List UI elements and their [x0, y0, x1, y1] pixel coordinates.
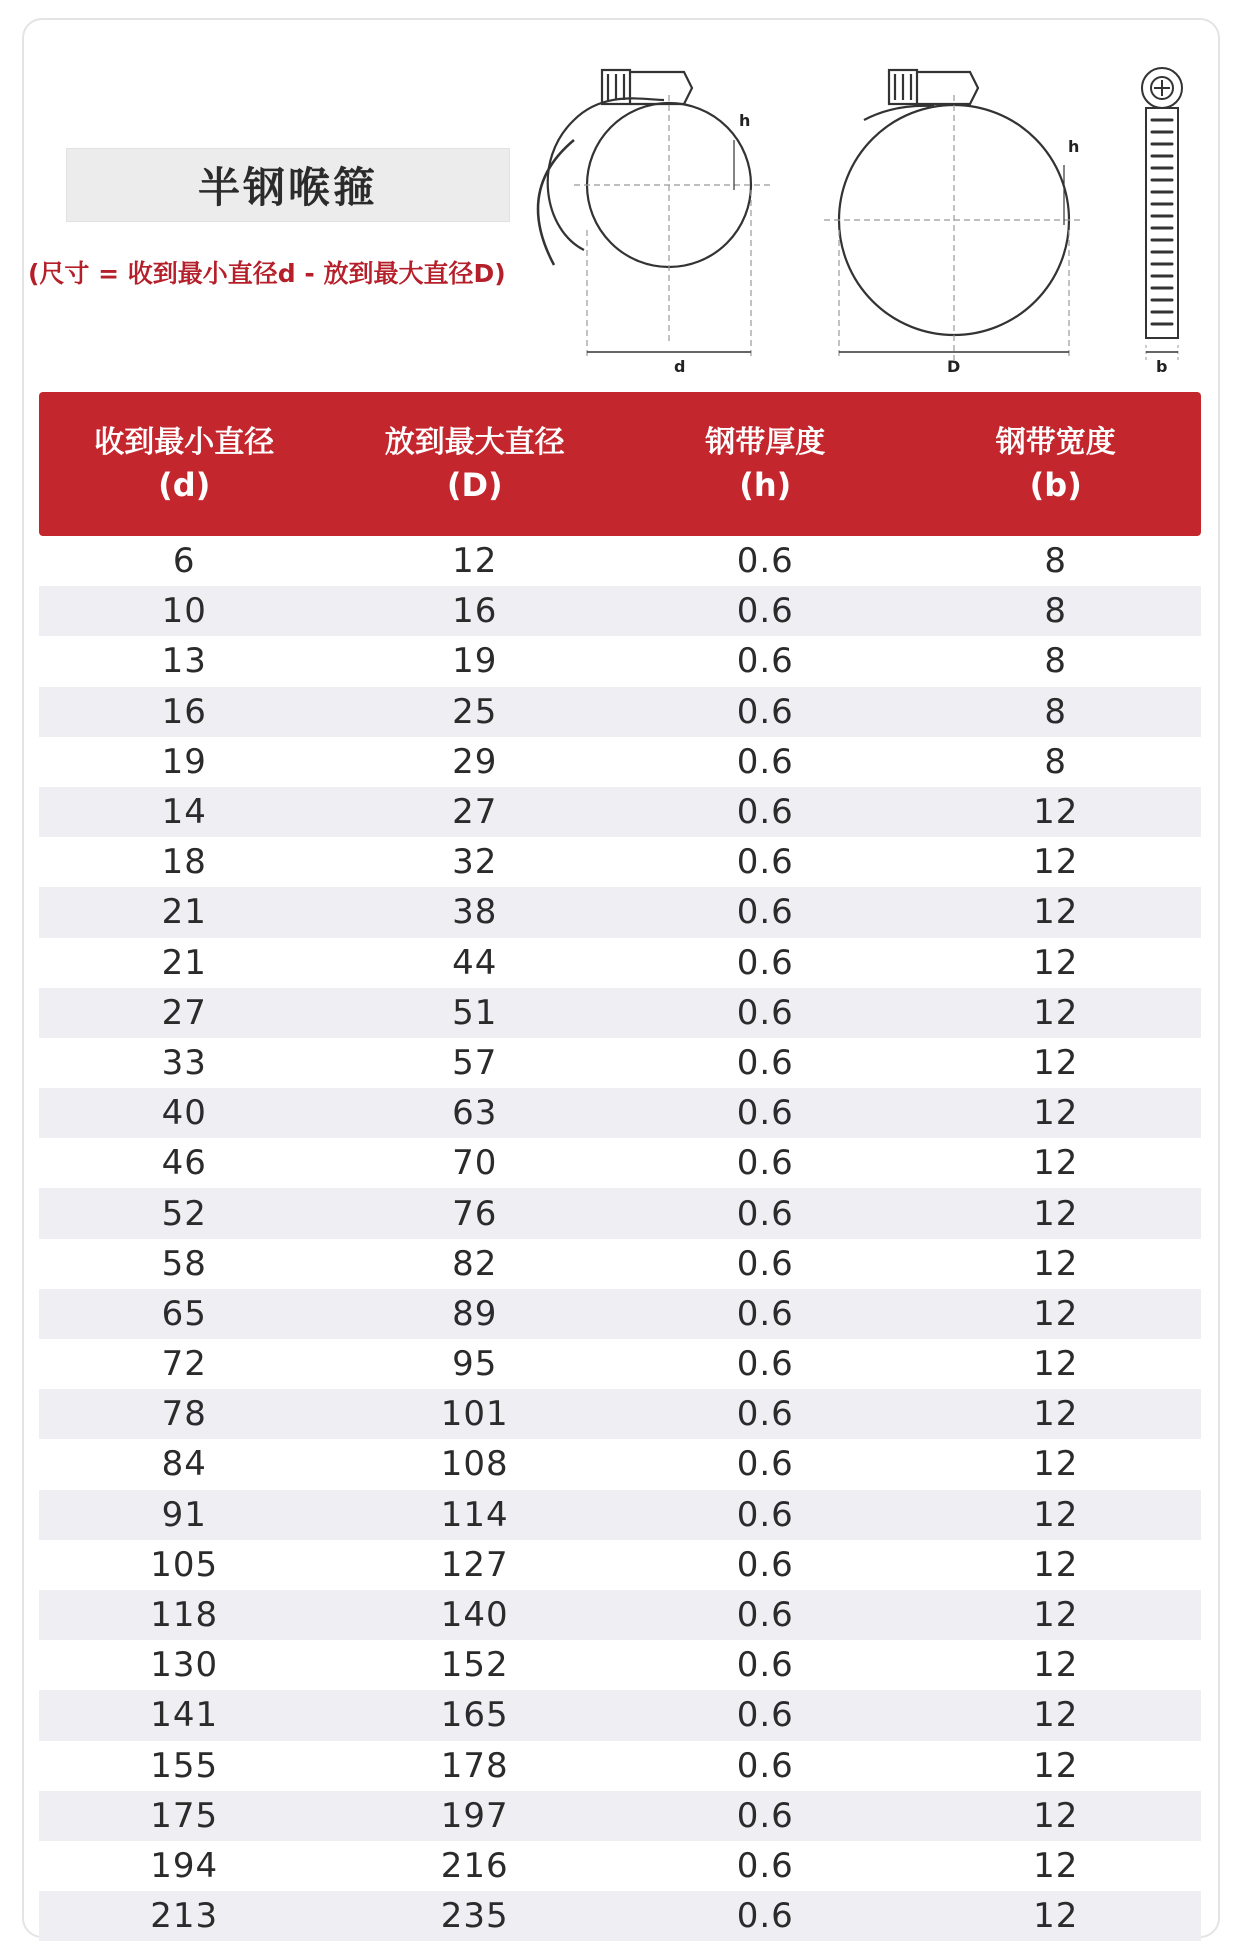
- cell-width: 12: [1033, 842, 1079, 883]
- cell-max-diameter: 32: [452, 842, 498, 883]
- cell-thickness: 0.6: [736, 1595, 794, 1636]
- cell-max-diameter: 140: [440, 1595, 509, 1636]
- table-row: [39, 1791, 1201, 1841]
- table-row: [39, 1088, 1201, 1138]
- cell-width: 12: [1033, 792, 1079, 833]
- hose-clamp-diagram: [534, 40, 1204, 380]
- table-row: [39, 1339, 1201, 1389]
- cell-min-diameter: 130: [150, 1645, 219, 1686]
- cell-max-diameter: 76: [452, 1193, 498, 1234]
- cell-width: 12: [1033, 1093, 1079, 1134]
- cell-thickness: 0.6: [736, 1293, 794, 1334]
- cell-min-diameter: 33: [161, 1042, 207, 1083]
- cell-width: 8: [1044, 541, 1068, 582]
- cell-max-diameter: 51: [452, 992, 498, 1033]
- table-row: [39, 636, 1201, 686]
- cell-width: 12: [1033, 892, 1079, 933]
- cell-width: 12: [1033, 1544, 1079, 1585]
- cell-width: 12: [1033, 1042, 1079, 1083]
- cell-min-diameter: 105: [150, 1544, 219, 1585]
- cell-min-diameter: 58: [161, 1243, 207, 1284]
- cell-max-diameter: 114: [440, 1494, 509, 1535]
- cell-max-diameter: 25: [452, 691, 498, 732]
- cell-max-diameter: 216: [440, 1845, 509, 1886]
- cell-width: 8: [1044, 641, 1068, 682]
- cell-thickness: 0.6: [736, 942, 794, 983]
- cell-max-diameter: 16: [452, 591, 498, 632]
- cell-width: 12: [1033, 1896, 1079, 1937]
- table-row: [39, 1640, 1201, 1690]
- cell-thickness: 0.6: [736, 691, 794, 732]
- cell-min-diameter: 175: [150, 1795, 219, 1836]
- table-header: [39, 392, 1201, 536]
- cell-min-diameter: 6: [172, 541, 196, 582]
- cell-min-diameter: 65: [161, 1293, 207, 1334]
- cell-width: 12: [1033, 1293, 1079, 1334]
- cell-thickness: 0.6: [736, 1795, 794, 1836]
- cell-thickness: 0.6: [736, 1645, 794, 1686]
- table-row: [39, 1239, 1201, 1289]
- cell-min-diameter: 118: [150, 1595, 219, 1636]
- table-row: [39, 1188, 1201, 1238]
- cell-max-diameter: 44: [452, 942, 498, 983]
- label-d: d: [674, 357, 686, 376]
- cell-width: 12: [1033, 1344, 1079, 1385]
- cell-thickness: 0.6: [736, 741, 794, 782]
- cell-thickness: 0.6: [736, 842, 794, 883]
- label-h-1: h: [739, 111, 751, 130]
- cell-min-diameter: 78: [161, 1394, 207, 1435]
- table-row: [39, 1690, 1201, 1740]
- table-row: [39, 1038, 1201, 1088]
- cell-max-diameter: 235: [440, 1896, 509, 1937]
- cell-thickness: 0.6: [736, 1444, 794, 1485]
- cell-min-diameter: 14: [161, 792, 207, 833]
- cell-thickness: 0.6: [736, 1344, 794, 1385]
- header-band-thickness: 钢带厚度 (h): [705, 425, 826, 504]
- cell-min-diameter: 91: [161, 1494, 207, 1535]
- cell-max-diameter: 12: [452, 541, 498, 582]
- cell-width: 12: [1033, 1193, 1079, 1234]
- cell-thickness: 0.6: [736, 992, 794, 1033]
- cell-max-diameter: 27: [452, 792, 498, 833]
- cell-min-diameter: 84: [161, 1444, 207, 1485]
- cell-width: 12: [1033, 1394, 1079, 1435]
- cell-width: 12: [1033, 1645, 1079, 1686]
- header-max-diameter: 放到最大直径 (D): [384, 425, 565, 504]
- cell-max-diameter: 152: [440, 1645, 509, 1686]
- cell-max-diameter: 38: [452, 892, 498, 933]
- label-h-2: h: [1068, 137, 1080, 156]
- label-b: b: [1156, 357, 1168, 376]
- cell-thickness: 0.6: [736, 1745, 794, 1786]
- cell-thickness: 0.6: [736, 1193, 794, 1234]
- cell-width: 12: [1033, 1745, 1079, 1786]
- product-title: 半钢喉箍: [66, 148, 510, 222]
- table-row: [39, 687, 1201, 737]
- cell-width: 12: [1033, 1143, 1079, 1184]
- cell-thickness: 0.6: [736, 1042, 794, 1083]
- cell-thickness: 0.6: [736, 541, 794, 582]
- cell-width: 12: [1033, 1845, 1079, 1886]
- cell-max-diameter: 29: [452, 741, 498, 782]
- size-note: (尺寸 = 收到最小直径d - 放到最大直径D): [28, 259, 506, 288]
- cell-thickness: 0.6: [736, 792, 794, 833]
- table-row: [39, 787, 1201, 837]
- cell-thickness: 0.6: [736, 1243, 794, 1284]
- cell-max-diameter: 89: [452, 1293, 498, 1334]
- cell-thickness: 0.6: [736, 591, 794, 632]
- table-body: [39, 536, 1201, 1941]
- cell-width: 12: [1033, 942, 1079, 983]
- cell-max-diameter: 127: [440, 1544, 509, 1585]
- cell-min-diameter: 13: [161, 641, 207, 682]
- cell-min-diameter: 10: [161, 591, 207, 632]
- cell-min-diameter: 19: [161, 741, 207, 782]
- cell-min-diameter: 72: [161, 1344, 207, 1385]
- cell-min-diameter: 21: [161, 942, 207, 983]
- cell-width: 8: [1044, 741, 1068, 782]
- cell-width: 8: [1044, 691, 1068, 732]
- cell-min-diameter: 52: [161, 1193, 207, 1234]
- table-row: [39, 1741, 1201, 1791]
- cell-min-diameter: 194: [150, 1845, 219, 1886]
- cell-min-diameter: 141: [150, 1695, 219, 1736]
- cell-width: 8: [1044, 591, 1068, 632]
- cell-width: 12: [1033, 1595, 1079, 1636]
- label-D: D: [947, 357, 961, 376]
- cell-min-diameter: 16: [161, 691, 207, 732]
- cell-width: 12: [1033, 1444, 1079, 1485]
- table-row: [39, 1389, 1201, 1439]
- cell-max-diameter: 19: [452, 641, 498, 682]
- table-row: [39, 1590, 1201, 1640]
- cell-width: 12: [1033, 1795, 1079, 1836]
- cell-thickness: 0.6: [736, 1896, 794, 1937]
- cell-min-diameter: 21: [161, 892, 207, 933]
- cell-thickness: 0.6: [736, 1394, 794, 1435]
- table-row: [39, 1138, 1201, 1188]
- table-row: [39, 988, 1201, 1038]
- header-band-width: 钢带宽度 (b): [995, 425, 1116, 504]
- table-row: [39, 586, 1201, 636]
- cell-min-diameter: 155: [150, 1745, 219, 1786]
- cell-max-diameter: 197: [440, 1795, 509, 1836]
- table-row: [39, 1841, 1201, 1891]
- cell-max-diameter: 165: [440, 1695, 509, 1736]
- cell-thickness: 0.6: [736, 641, 794, 682]
- table-row: [39, 837, 1201, 887]
- cell-max-diameter: 101: [440, 1394, 509, 1435]
- cell-width: 12: [1033, 1494, 1079, 1535]
- cell-thickness: 0.6: [736, 1143, 794, 1184]
- cell-thickness: 0.6: [736, 1494, 794, 1535]
- cell-thickness: 0.6: [736, 1544, 794, 1585]
- cell-max-diameter: 70: [452, 1143, 498, 1184]
- cell-max-diameter: 63: [452, 1093, 498, 1134]
- table-row: [39, 887, 1201, 937]
- cell-max-diameter: 178: [440, 1745, 509, 1786]
- table-row: [39, 1439, 1201, 1489]
- header-min-diameter: 收到最小直径 (d): [94, 425, 275, 504]
- cell-max-diameter: 57: [452, 1042, 498, 1083]
- cell-max-diameter: 95: [452, 1344, 498, 1385]
- cell-min-diameter: 27: [161, 992, 207, 1033]
- cell-width: 12: [1033, 1243, 1079, 1284]
- cell-max-diameter: 82: [452, 1243, 498, 1284]
- cell-max-diameter: 108: [440, 1444, 509, 1485]
- cell-min-diameter: 40: [161, 1093, 207, 1134]
- table-row: [39, 1490, 1201, 1540]
- cell-thickness: 0.6: [736, 1695, 794, 1736]
- table-row: [39, 1289, 1201, 1339]
- cell-thickness: 0.6: [736, 1093, 794, 1134]
- cell-min-diameter: 46: [161, 1143, 207, 1184]
- table-row: [39, 1540, 1201, 1590]
- table-row: [39, 1891, 1201, 1941]
- cell-width: 12: [1033, 1695, 1079, 1736]
- cell-min-diameter: 18: [161, 842, 207, 883]
- cell-thickness: 0.6: [736, 1845, 794, 1886]
- table-row: [39, 536, 1201, 586]
- cell-width: 12: [1033, 992, 1079, 1033]
- table-row: [39, 737, 1201, 787]
- cell-thickness: 0.6: [736, 892, 794, 933]
- table-row: [39, 938, 1201, 988]
- cell-min-diameter: 213: [150, 1896, 219, 1937]
